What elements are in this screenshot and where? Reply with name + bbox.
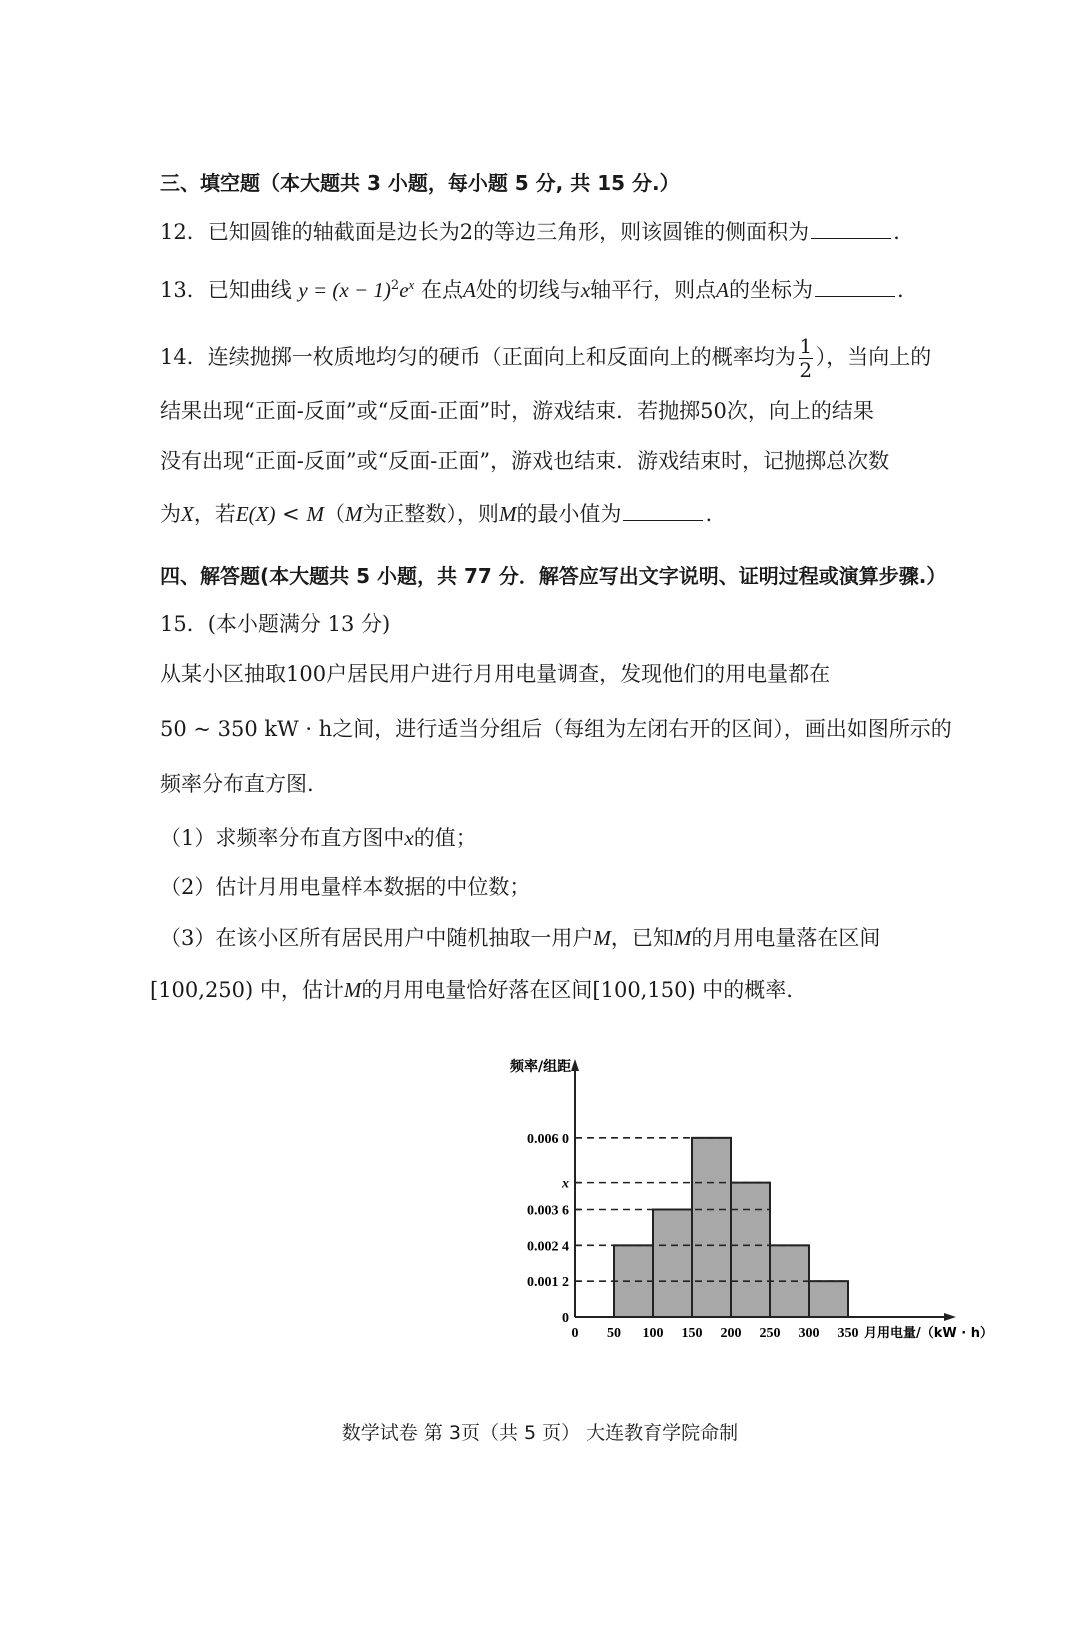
q13-text-5: 的坐标为 <box>728 278 813 302</box>
q12-number: 12． <box>160 220 208 244</box>
section3-heading: 三、填空题（本大题共 3 小题，每小题 5 分, 共 15 分.） <box>160 171 680 195</box>
x-axis-arrow <box>944 1313 956 1321</box>
histogram-bar-1 <box>653 1210 692 1318</box>
q14-fraction: $\frac{1}{2}$ <box>799 334 813 382</box>
x-tick-label-2: 100 <box>642 1326 664 1341</box>
q14-answer-blank <box>623 504 703 521</box>
x-tick-label-0: 0 <box>571 1326 579 1341</box>
question-14-line1 <box>160 336 1020 381</box>
q15-line2: 50 ~ 350 kW · h之间，进行适当分组后（每组为左闭右开的区间），画出如图所示的 <box>160 717 952 741</box>
q14-text-1: 连续抛掷一枚质地均匀的硬币（正面向上和反面向上的概率均为 <box>207 345 796 369</box>
x-tick-label-3: 150 <box>681 1326 703 1341</box>
y-tick-label-1: 0.001 2 <box>527 1275 569 1291</box>
q13-text-3: 处的切线与 <box>475 278 581 302</box>
q15-title: 15．(本小题满分 13 分) <box>160 612 391 636</box>
q13-text-2: 在点 <box>420 278 463 302</box>
q13-e: e <box>399 278 409 302</box>
page-footer: 数学试卷 第 3页（共 5 页） 大连教育学院命制 <box>341 1422 739 1444</box>
y-axis-label: 频率/组距 <box>510 1059 572 1075</box>
q13-number: 13． <box>160 278 208 302</box>
q12-text: 已知圆锥的轴截面是边长为2的等边三角形，则该圆锥的侧面积为 <box>207 220 810 244</box>
y-axis-arrow <box>571 1059 579 1071</box>
q13-answer-blank <box>815 280 895 297</box>
frequency-histogram <box>500 1045 1000 1365</box>
q12-answer-blank <box>811 222 891 239</box>
question-14-line2: 结果出现“正面-反面”或“反面-正面”时，游戏结束．若抛掷50次，向上的结果 <box>160 399 874 423</box>
y-tick-label-4: x <box>562 1176 569 1192</box>
q14-number: 14． <box>160 345 208 369</box>
q15-part1: （1）求频率分布直方图中x的值； <box>160 826 477 850</box>
q15-line3: 频率分布直方图. <box>160 772 314 796</box>
q14-x: X <box>181 502 194 526</box>
x-tick-label-6: 300 <box>798 1326 820 1341</box>
q13-exponent: 2 <box>390 278 400 293</box>
y-tick-label-0: 0 <box>562 1311 569 1326</box>
q15-part3-line2: [100,250) 中，估计M的月用电量恰好落在区间[100,150) 中的概率. <box>150 978 793 1002</box>
q13-e-exponent: x <box>408 277 415 292</box>
q14-text-2: ），当向上的 <box>815 345 932 369</box>
x-axis-label: 月用电量/（kW · h） <box>864 1326 993 1341</box>
q13-text: 已知曲线 <box>207 278 292 302</box>
histogram-bar-3 <box>731 1183 770 1317</box>
q15-part3-line1: （3）在该小区所有居民用户中随机抽取一用户M，已知M的月用电量落在区间 <box>160 926 881 950</box>
question-14-line3: 没有出现“正面-反面”或“反面-正面”，游戏也结束．游戏结束时，记抛掷总次数 <box>160 449 890 473</box>
y-tick-label-2: 0.002 4 <box>527 1239 569 1255</box>
q13-point-a-2: A <box>716 278 729 302</box>
question-13: 13．已知曲线 $y = (x - 1)^2e^x$ 在点A处的切线与x轴平行，则点A的坐标为 . <box>160 277 904 302</box>
histogram-bar-2 <box>692 1138 731 1317</box>
section4-heading: 四、解答题(本大题共 5 小题，共 77 分．解答应写出文字说明、证明过程或演算步骤.） <box>160 564 947 588</box>
question-14-line4: 为X，若E(X) < M（M为正整数），则M的最小值为 . <box>160 502 713 526</box>
question-12: 12．已知圆锥的轴截面是边长为2的等边三角形，则该圆锥的侧面积为 . <box>160 220 900 244</box>
q14-expectation: E(X) <box>235 502 276 526</box>
q15-part2: （2）估计月用电量样本数据的中位数； <box>160 875 531 899</box>
y-tick-label-3: 0.003 6 <box>527 1203 569 1219</box>
histogram-bar-5 <box>809 1281 848 1317</box>
q14-m: M <box>306 502 324 526</box>
x-tick-label-4: 200 <box>720 1326 742 1341</box>
x-tick-label-5: 250 <box>759 1326 781 1341</box>
x-tick-label-7: 350 <box>837 1326 859 1341</box>
y-tick-label-5: 0.006 0 <box>527 1131 569 1147</box>
q15-line1: 从某小区抽取100户居民用户进行月用电量调查，发现他们的用电量都在 <box>160 662 831 686</box>
x-tick-label-1: 50 <box>607 1326 621 1341</box>
q13-x: x <box>580 278 591 302</box>
q13-text-4: 轴平行，则点 <box>590 278 717 302</box>
q13-formula: y = (x − 1) <box>298 278 391 302</box>
q13-point-a: A <box>462 278 476 302</box>
